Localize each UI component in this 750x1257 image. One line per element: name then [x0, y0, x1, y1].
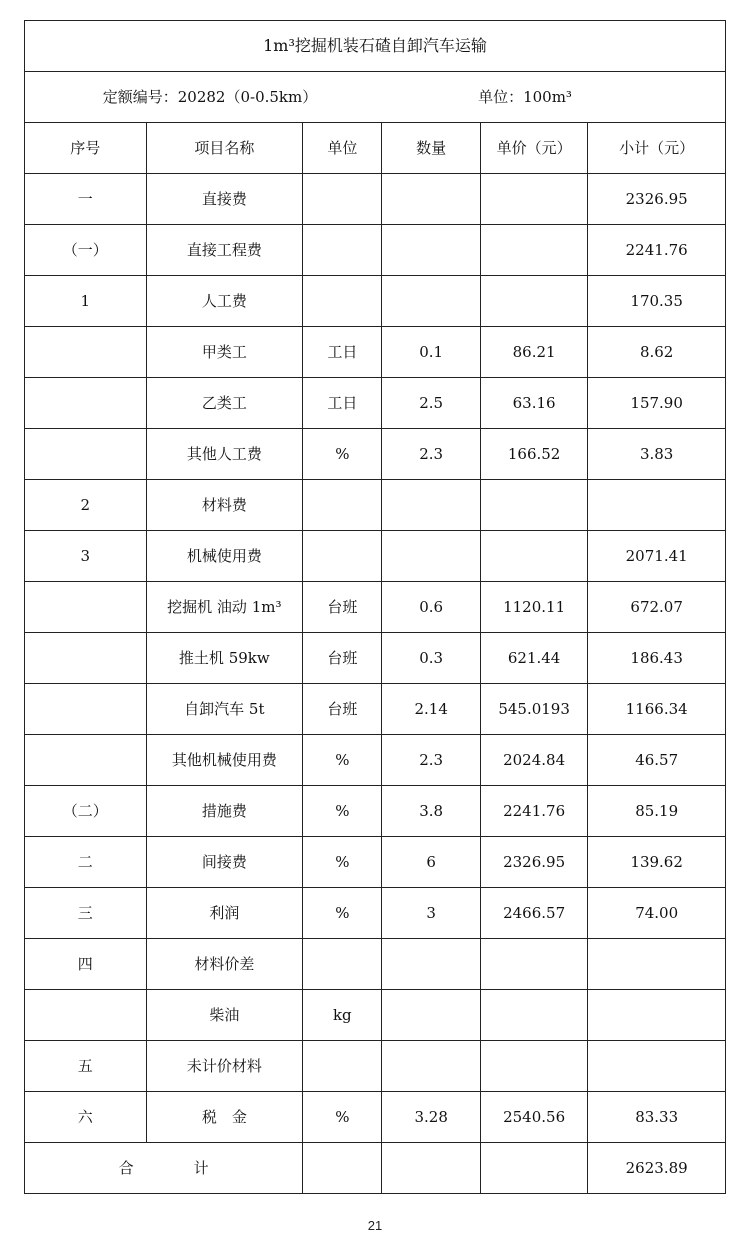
table-row [25, 378, 726, 429]
row-index: 三 [25, 888, 147, 939]
row-subtotal: 139.62 [588, 837, 726, 888]
row-unit: 台班 [303, 633, 382, 684]
row-index: 二 [25, 837, 147, 888]
quota-table [24, 20, 726, 1194]
row-index [25, 735, 147, 786]
row-quantity [382, 939, 480, 990]
title-row [25, 21, 726, 72]
table-row [25, 429, 726, 480]
row-unit [303, 174, 382, 225]
row-quantity: 2.3 [382, 429, 480, 480]
row-name: 人工费 [146, 276, 303, 327]
row-quantity: 6 [382, 837, 480, 888]
row-subtotal: 2241.76 [588, 225, 726, 276]
row-unit-price: 2540.56 [480, 1092, 587, 1143]
row-unit: 工日 [303, 327, 382, 378]
row-quantity: 3.8 [382, 786, 480, 837]
row-unit-price [480, 990, 587, 1041]
table-row [25, 327, 726, 378]
row-index [25, 633, 147, 684]
header-unit-price: 单价（元） [480, 123, 587, 174]
row-unit: % [303, 888, 382, 939]
row-index [25, 429, 147, 480]
row-index: 1 [25, 276, 147, 327]
row-subtotal: 46.57 [588, 735, 726, 786]
row-unit-price: 2024.84 [480, 735, 587, 786]
table-row [25, 786, 726, 837]
row-subtotal [588, 1041, 726, 1092]
row-subtotal: 8.62 [588, 327, 726, 378]
row-quantity [382, 174, 480, 225]
row-unit [303, 480, 382, 531]
header-name: 项目名称 [146, 123, 303, 174]
row-unit: % [303, 1092, 382, 1143]
row-name: 利润 [146, 888, 303, 939]
table-row [25, 480, 726, 531]
row-unit-price: 621.44 [480, 633, 587, 684]
row-name: 间接费 [146, 837, 303, 888]
row-name: 其他机械使用费 [146, 735, 303, 786]
row-unit-price [480, 276, 587, 327]
row-unit-price [480, 531, 587, 582]
meta-row [25, 72, 726, 123]
row-index: 3 [25, 531, 147, 582]
row-name: 直接费 [146, 174, 303, 225]
table-row [25, 174, 726, 225]
table-row [25, 531, 726, 582]
row-name: 自卸汽车 5t [146, 684, 303, 735]
row-unit-price: 545.0193 [480, 684, 587, 735]
row-unit [303, 225, 382, 276]
row-unit-price [480, 174, 587, 225]
row-unit: 工日 [303, 378, 382, 429]
table-row [25, 735, 726, 786]
row-quantity: 3 [382, 888, 480, 939]
row-subtotal: 3.83 [588, 429, 726, 480]
table-row [25, 684, 726, 735]
header-index: 序号 [25, 123, 147, 174]
row-index: 2 [25, 480, 147, 531]
total-quantity [382, 1143, 480, 1194]
row-subtotal: 2326.95 [588, 174, 726, 225]
row-unit-price [480, 1041, 587, 1092]
header-row [25, 123, 726, 174]
table-row [25, 1041, 726, 1092]
row-quantity: 2.3 [382, 735, 480, 786]
row-subtotal: 83.33 [588, 1092, 726, 1143]
row-index: （一） [25, 225, 147, 276]
row-unit: % [303, 429, 382, 480]
total-row [25, 1143, 726, 1194]
table-title: 1m³挖掘机装石碴自卸汽车运输 [25, 21, 726, 72]
row-index: 六 [25, 1092, 147, 1143]
row-quantity [382, 990, 480, 1041]
row-name: 柴油 [146, 990, 303, 1041]
row-unit-price: 166.52 [480, 429, 587, 480]
row-name: 推土机 59kw [146, 633, 303, 684]
header-unit: 单位 [303, 123, 382, 174]
row-unit: % [303, 837, 382, 888]
total-label-b: 计 [193, 1158, 209, 1177]
table-row [25, 276, 726, 327]
row-name: 甲类工 [146, 327, 303, 378]
row-name: 措施费 [146, 786, 303, 837]
row-name: 未计价材料 [146, 1041, 303, 1092]
row-subtotal: 74.00 [588, 888, 726, 939]
table-row [25, 633, 726, 684]
row-unit [303, 276, 382, 327]
total-label-a: 合 [118, 1158, 134, 1177]
row-subtotal [588, 990, 726, 1041]
row-name: 税 金 [146, 1092, 303, 1143]
total-unit [303, 1143, 382, 1194]
header-subtotal: 小计（元） [588, 123, 726, 174]
row-subtotal: 2071.41 [588, 531, 726, 582]
row-subtotal [588, 480, 726, 531]
row-unit-price: 1120.11 [480, 582, 587, 633]
row-subtotal: 170.35 [588, 276, 726, 327]
row-quantity: 3.28 [382, 1092, 480, 1143]
row-subtotal [588, 939, 726, 990]
row-subtotal: 157.90 [588, 378, 726, 429]
row-unit-price [480, 480, 587, 531]
row-name: 挖掘机 油动 1m³ [146, 582, 303, 633]
total-unit-price [480, 1143, 587, 1194]
row-quantity [382, 480, 480, 531]
row-quantity [382, 531, 480, 582]
row-name: 其他人工费 [146, 429, 303, 480]
row-unit: kg [303, 990, 382, 1041]
table-row [25, 990, 726, 1041]
row-quantity: 2.5 [382, 378, 480, 429]
row-index [25, 378, 147, 429]
table-row [25, 939, 726, 990]
row-index: 四 [25, 939, 147, 990]
row-quantity [382, 1041, 480, 1092]
row-unit-price: 63.16 [480, 378, 587, 429]
row-unit [303, 939, 382, 990]
row-index: （二） [25, 786, 147, 837]
row-unit: % [303, 735, 382, 786]
row-unit-price: 2466.57 [480, 888, 587, 939]
quota-unit: 单位：100m³ [478, 87, 572, 106]
total-subtotal: 2623.89 [588, 1143, 726, 1194]
row-quantity: 0.6 [382, 582, 480, 633]
page-number: 21 [367, 1218, 383, 1233]
row-index: 一 [25, 174, 147, 225]
table-row [25, 582, 726, 633]
row-quantity: 0.3 [382, 633, 480, 684]
row-index: 五 [25, 1041, 147, 1092]
row-name: 乙类工 [146, 378, 303, 429]
row-unit-price: 2241.76 [480, 786, 587, 837]
row-index [25, 990, 147, 1041]
header-quantity: 数量 [382, 123, 480, 174]
row-unit-price: 86.21 [480, 327, 587, 378]
row-index [25, 582, 147, 633]
row-name: 材料价差 [146, 939, 303, 990]
row-unit: 台班 [303, 684, 382, 735]
row-unit-price [480, 225, 587, 276]
row-name: 材料费 [146, 480, 303, 531]
row-subtotal: 85.19 [588, 786, 726, 837]
row-subtotal: 186.43 [588, 633, 726, 684]
row-subtotal: 672.07 [588, 582, 726, 633]
table-row [25, 1092, 726, 1143]
table-row [25, 888, 726, 939]
table-row [25, 225, 726, 276]
row-unit-price [480, 939, 587, 990]
row-name: 直接工程费 [146, 225, 303, 276]
row-index [25, 684, 147, 735]
row-unit: 台班 [303, 582, 382, 633]
row-unit [303, 531, 382, 582]
row-unit [303, 1041, 382, 1092]
row-unit: % [303, 786, 382, 837]
row-unit-price: 2326.95 [480, 837, 587, 888]
row-index [25, 327, 147, 378]
row-subtotal: 1166.34 [588, 684, 726, 735]
row-quantity: 2.14 [382, 684, 480, 735]
quota-number: 定额编号：20282（0-0.5km） [102, 87, 318, 106]
row-quantity [382, 276, 480, 327]
total-label [25, 1143, 303, 1194]
row-name: 机械使用费 [146, 531, 303, 582]
table-row [25, 837, 726, 888]
row-quantity: 0.1 [382, 327, 480, 378]
row-quantity [382, 225, 480, 276]
